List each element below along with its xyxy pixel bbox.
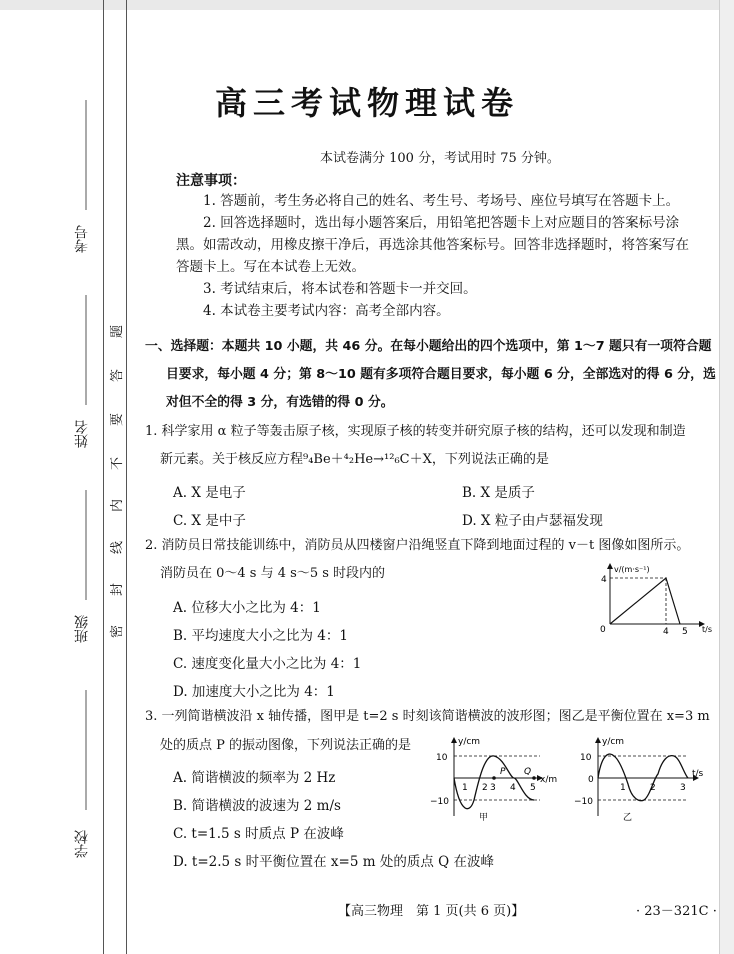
field-class-label: 班级 [74,615,90,643]
wave-b-curve [598,754,688,801]
wave-b-ybottom: −10 [574,797,593,807]
wave-b-ylabel: y/cm [602,737,625,747]
wave-a-xtick: 1 [462,783,468,793]
section-instructions: 一、选择题：本题共 10 小题，共 46 分。在每小题给出的四个选项中，第 1～7 题只有一项符合题 [145,339,712,354]
field-school-label: 学校 [74,830,90,858]
wave-a-caption: 甲 [479,813,489,823]
notes-heading: 注意事项： [176,173,246,189]
field-name-label: 姓名 [74,420,90,448]
seal-char: 封 [110,582,126,597]
note-line: 答题卡上。写在本试卷上无效。 [176,259,365,275]
vt-origin-label: 0 [600,625,606,635]
page-title: 高三考试物理试卷 [214,84,519,122]
label-P: P [500,767,506,777]
q2-option-c: C. 速度变化量大小之比为 4：1 [173,656,362,672]
scan-top-edge [0,0,734,10]
question-1-text: 1. 科学家用 α 粒子等轰击原子核，实现原子核的转变并研究原子核的结构，还可以发现和制造 [145,424,686,439]
seal-char: 答 [110,368,126,383]
q3-option-c: C. t=1.5 s 时质点 P 在波峰 [173,826,344,842]
page-footer: 【高三物理 第 1 页(共 6 页)】 [338,904,525,919]
seal-char: 要 [110,412,126,427]
q3-option-d: D. t=2.5 s 时平衡位置在 x=5 m 处的质点 Q 在波峰 [173,854,494,870]
binding-line-inner [126,0,127,954]
subtitle: 本试卷满分 100 分，考试用时 75 分钟。 [320,151,560,166]
question-1-text: 新元素。关于核反应方程⁹₄Be＋⁴₂He→¹²₆C＋X，下列说法正确的是 [160,452,549,467]
seal-char: 线 [110,540,126,555]
section-instructions: 对但不全的得 3 分，有选错的得 0 分。 [166,395,394,410]
q3-option-b: B. 简谐横波的波速为 2 m/s [173,798,341,814]
vt-xtick-label: 5 [682,627,688,636]
field-exam-no-label: 考号 [74,225,90,253]
wave-a-ytop: 10 [436,753,448,763]
q2-option-b: B. 平均速度大小之比为 4：1 [173,628,348,644]
note-line: 4. 本试卷主要考试内容：高考全部内容。 [203,303,450,319]
wave-b-xtick: 2 [650,783,656,793]
question-3-text: 处的质点 P 的振动图像，下列说法正确的是 [160,738,412,753]
wave-a-xtick: 5 [530,783,536,793]
wave-b-xtick: 1 [620,783,626,793]
scan-right-edge [719,0,734,954]
seal-char: 题 [110,324,126,339]
wave-a-xtick: 4 [510,783,516,793]
vt-ylabel: v/(m·s⁻¹) [614,565,650,574]
q2-option-d: D. 加速度大小之比为 4：1 [173,684,335,700]
wave-a-ylabel: y/cm [458,737,481,747]
wave-a-ybottom: −10 [430,797,449,807]
wave-graph-a [424,734,564,824]
vt-xlabel: t/s [702,625,712,634]
vt-series-line [610,578,680,624]
seal-char: 不 [110,456,126,471]
q1-option-b: B. X 是质子 [462,485,535,501]
wave-b-caption: 乙 [623,813,633,823]
section-instructions: 目要求，每小题 4 分；第 8～10 题有多项符合题目要求，每小题 6 分，全部选对的得 6 分，选 [166,367,716,382]
point-Q-marker [532,776,536,780]
q2-option-a: A. 位移大小之比为 4：1 [173,600,321,616]
vt-graph [596,558,718,636]
q3-option-a: A. 简谐横波的频率为 2 Hz [173,770,336,786]
wave-b-origin: 0 [588,775,594,785]
question-3-text: 3. 一列简谐横波沿 x 轴传播，图甲是 t=2 s 时刻该简谐横波的波形图；图乙是平衡位置在 x=3 m [145,709,710,724]
point-P-marker [492,776,496,780]
vt-xtick-label: 4 [663,627,669,636]
seal-char: 内 [110,498,126,513]
note-line: 黑。如需改动，用橡皮擦干净后，再选涂其他答案标号。回答非选择题时，将答案写在 [176,237,689,253]
seal-char: 密 [110,624,126,639]
wave-b-xlabel: t/s [692,769,704,779]
q1-option-a: A. X 是电子 [173,485,246,501]
q1-option-d: D. X 粒子由卢瑟福发现 [462,513,603,529]
q1-option-c: C. X 是中子 [173,513,246,529]
note-line: 2. 回答选择题时，选出每小题答案后，用铅笔把答题卡上对应题目的答案标号涂 [203,215,680,231]
note-line: 3. 考试结束后，将本试卷和答题卡一并交回。 [203,281,477,297]
wave-a-xtick: 3 [490,783,496,793]
wave-b-xtick: 3 [680,783,686,793]
wave-graph-b [568,734,708,824]
exam-code: · 23－321C · [636,904,717,919]
question-2-text: 消防员在 0～4 s 与 4 s～5 s 时段内的 [160,566,386,581]
blank-lines [0,0,110,954]
vt-ytick-label: 4 [601,575,607,585]
note-line: 1. 答题前，考生务必将自己的姓名、考生号、考场号、座位号填写在答题卡上。 [203,193,680,209]
wave-b-ytop: 10 [580,753,592,763]
question-2-text: 2. 消防员日常技能训练中，消防员从四楼窗户沿绳竖直下降到地面过程的 v－t 图像如图所示。 [145,538,690,553]
wave-a-xlabel: x/m [540,775,558,785]
label-Q: Q [524,767,532,777]
wave-a-xtick: 2 [482,783,488,793]
